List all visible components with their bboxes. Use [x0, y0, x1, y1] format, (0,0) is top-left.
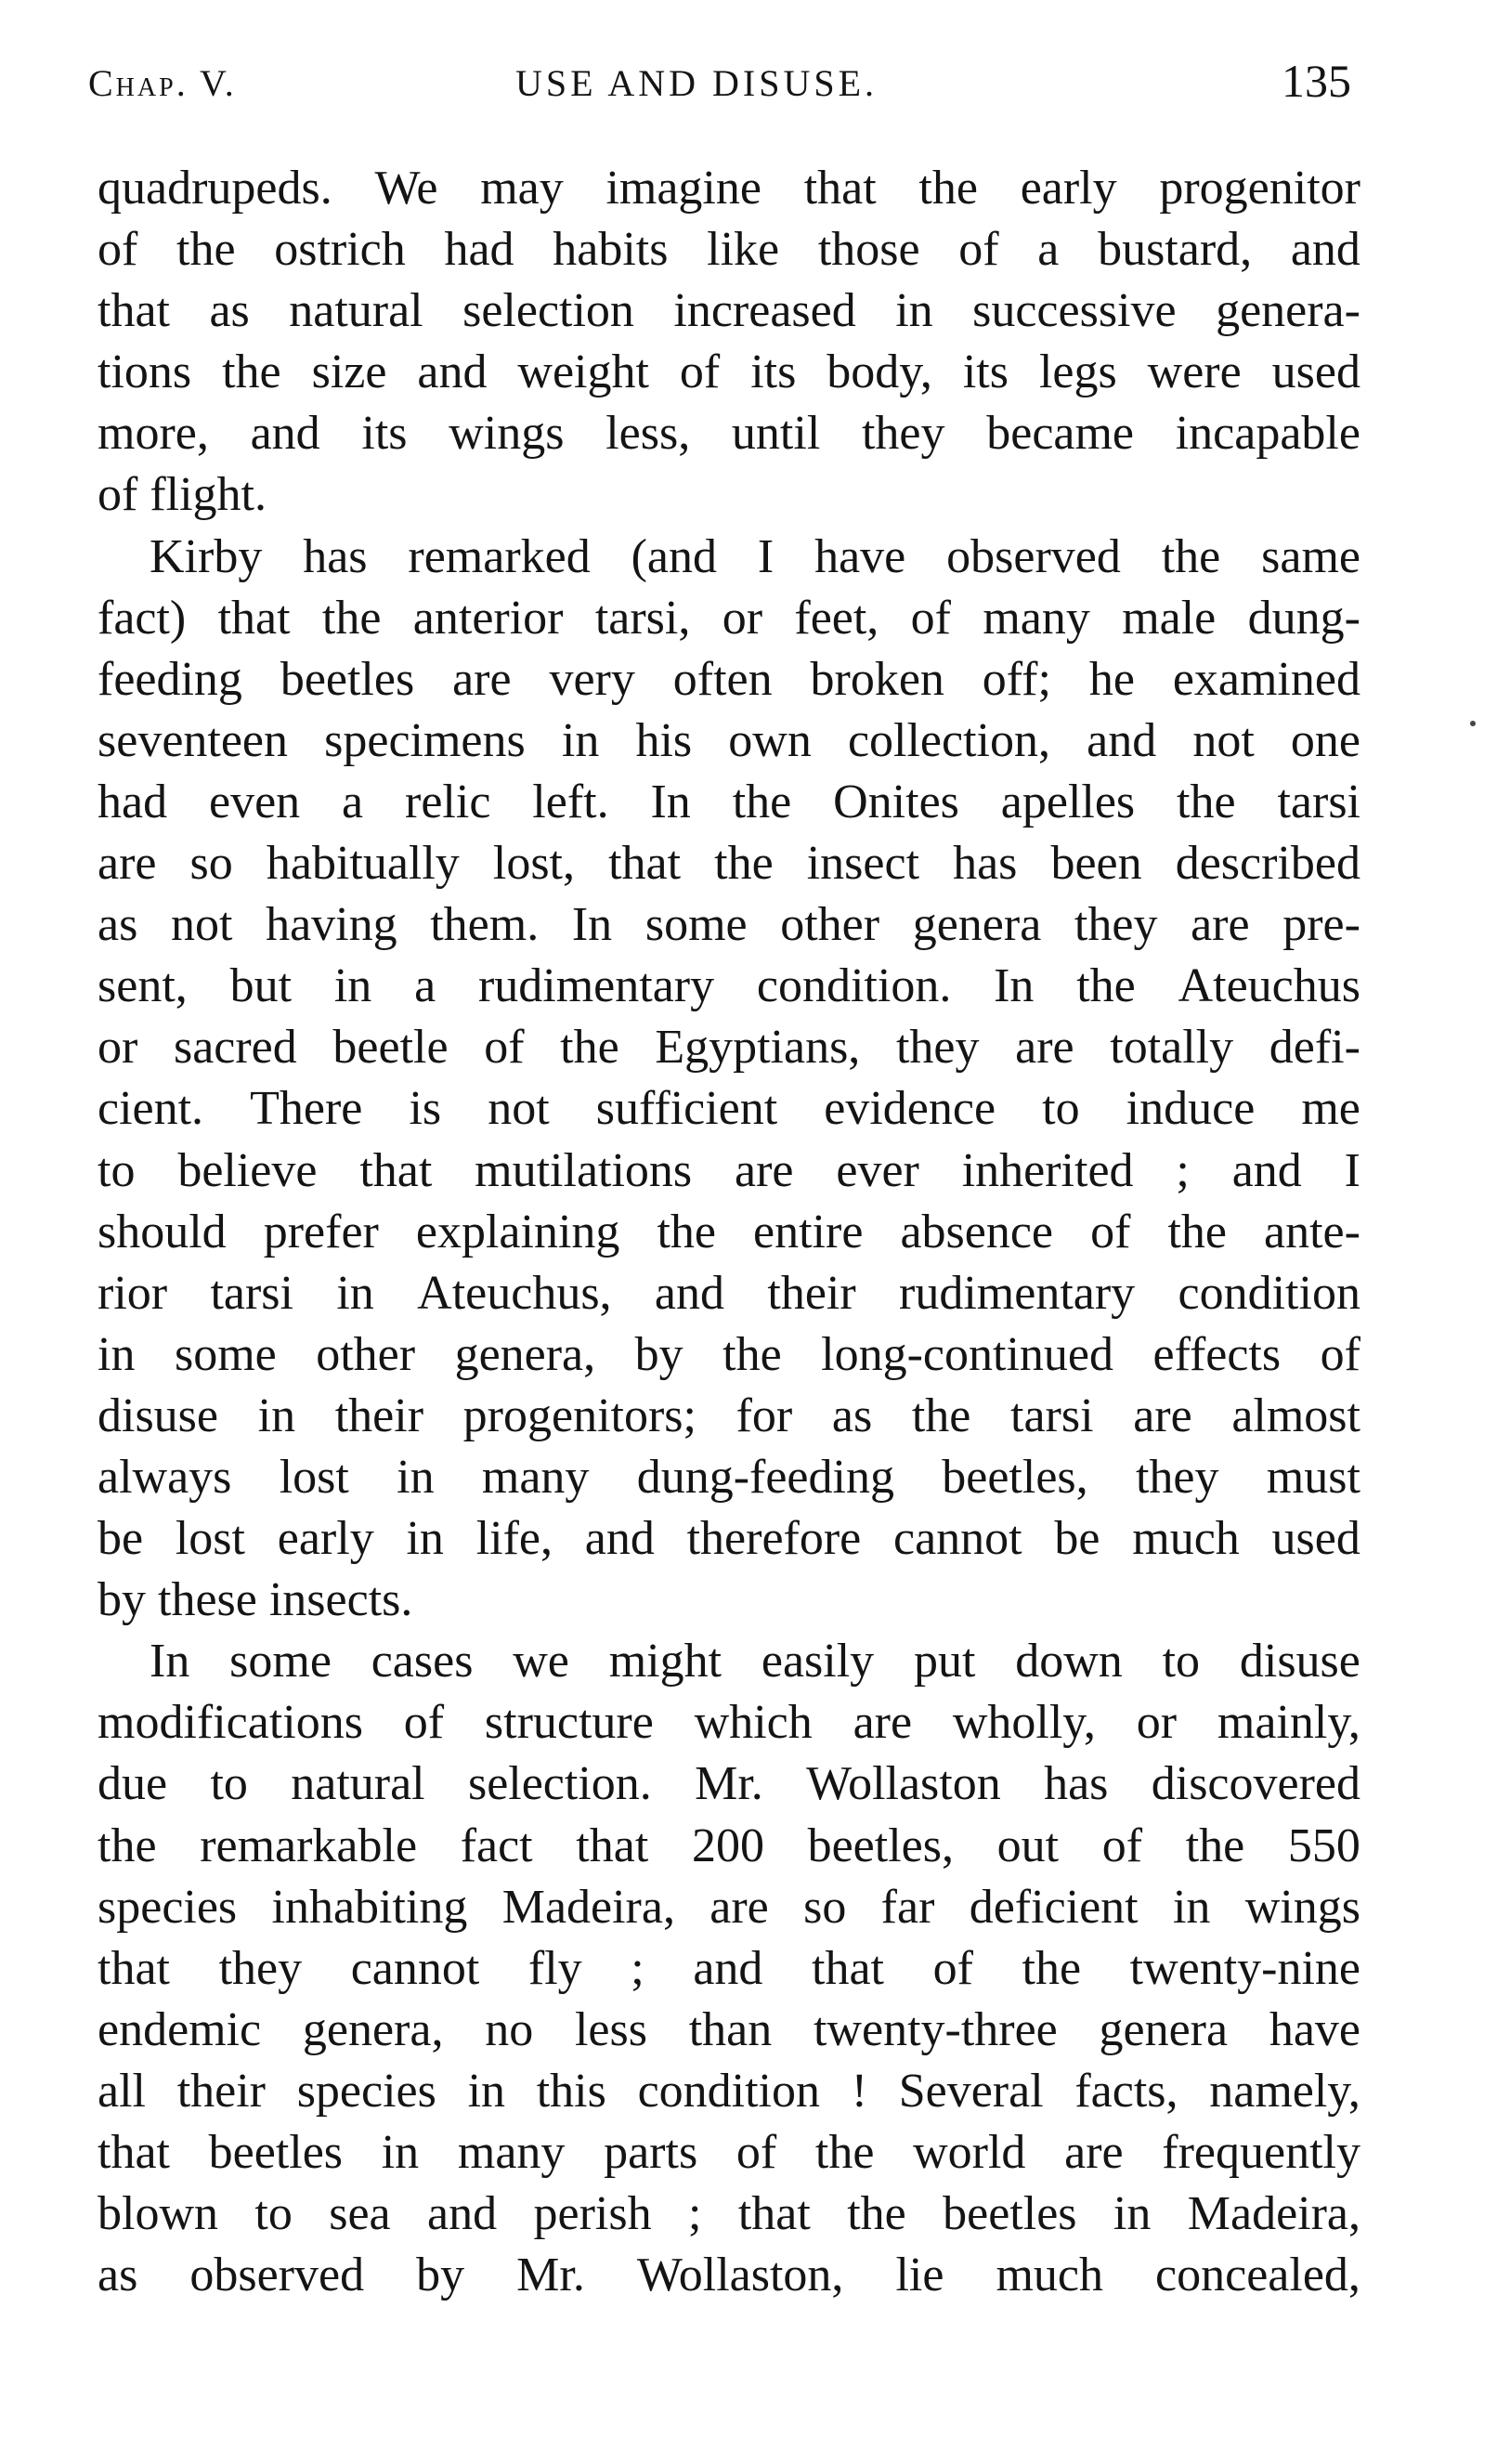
text-line: sent, but in a rudimentary condition. In the Ateuchus: [98, 959, 1360, 1013]
text-line: rior tarsi in Ateuchus, and their rudimentary condition: [98, 1266, 1360, 1320]
body-text: [98, 158, 1360, 2306]
text-line: modifications of structure which are wholly, or mainly,: [98, 1696, 1360, 1750]
text-line: blown to sea and perish ; that the beetles in Madeira,: [98, 2187, 1360, 2241]
text-line: feeding beetles are very often broken off; he examined: [98, 652, 1360, 706]
text-line: should prefer explaining the entire absence of the ante-: [98, 1205, 1360, 1258]
running-title: USE AND DISUSE.: [515, 62, 879, 104]
text-line: that as natural selection increased in successive genera-: [98, 284, 1360, 338]
page-number: 135: [1282, 55, 1351, 107]
text-line: endemic genera, no less than twenty-three genera have: [98, 2002, 1360, 2056]
text-line: fact) that the anterior tarsi, or feet, of many male dung-: [98, 591, 1360, 645]
text-line: all their species in this condition ! Several facts, namely,: [98, 2064, 1360, 2118]
text-line: species inhabiting Madeira, are so far deficient in wings: [98, 1880, 1360, 1934]
ink-speck: [1470, 721, 1476, 726]
text-line: as not having them. In some other genera they are pre-: [98, 898, 1360, 952]
text-line: that beetles in many parts of the world are frequently: [98, 2126, 1360, 2179]
text-line: or sacred beetle of the Egyptians, they are totally defi-: [98, 1021, 1360, 1075]
text-line: more, and its wings less, until they became incapable: [98, 407, 1360, 461]
text-line: the remarkable fact that 200 beetles, out of the 550: [98, 1819, 1360, 1872]
text-line: that they cannot fly ; and that of the twenty-nine: [98, 1941, 1360, 1995]
text-line: quadrupeds. We may imagine that the early progenitor: [98, 162, 1360, 215]
text-line: be lost early in life, and therefore cannot be much used: [98, 1512, 1360, 1566]
text-line: due to natural selection. Mr. Wollaston has discovered: [98, 1757, 1360, 1811]
text-line: disuse in their progenitors; for as the tarsi are almost: [98, 1388, 1360, 1442]
text-line: of the ostrich had habits like those of a bustard, and: [98, 223, 1360, 277]
text-line: In some cases we might easily put down to disuse: [150, 1635, 1360, 1688]
text-line: by these insects.: [98, 1573, 413, 1627]
text-line: cient. There is not sufficient evidence to induce me: [98, 1082, 1360, 1136]
text-line: seventeen specimens in his own collection, and not one: [98, 713, 1360, 767]
text-line: Kirby has remarked (and I have observed the same: [150, 529, 1360, 583]
text-line: are so habitually lost, that the insect has been described: [98, 837, 1360, 891]
text-line: in some other genera, by the long-continued effects of: [98, 1327, 1360, 1381]
chapter-label: Chap. V.: [88, 62, 237, 104]
text-line: tions the size and weight of its body, its legs were used: [98, 345, 1360, 399]
text-line: always lost in many dung-feeding beetles, they must: [98, 1450, 1360, 1504]
running-header: [88, 54, 1351, 119]
text-line: of flight.: [98, 468, 267, 522]
text-line: as observed by Mr. Wollaston, lie much concealed,: [98, 2249, 1360, 2302]
text-line: had even a relic left. In the Onites apelles the tarsi: [98, 775, 1360, 828]
text-line: to believe that mutilations are ever inherited ; and I: [98, 1143, 1360, 1197]
